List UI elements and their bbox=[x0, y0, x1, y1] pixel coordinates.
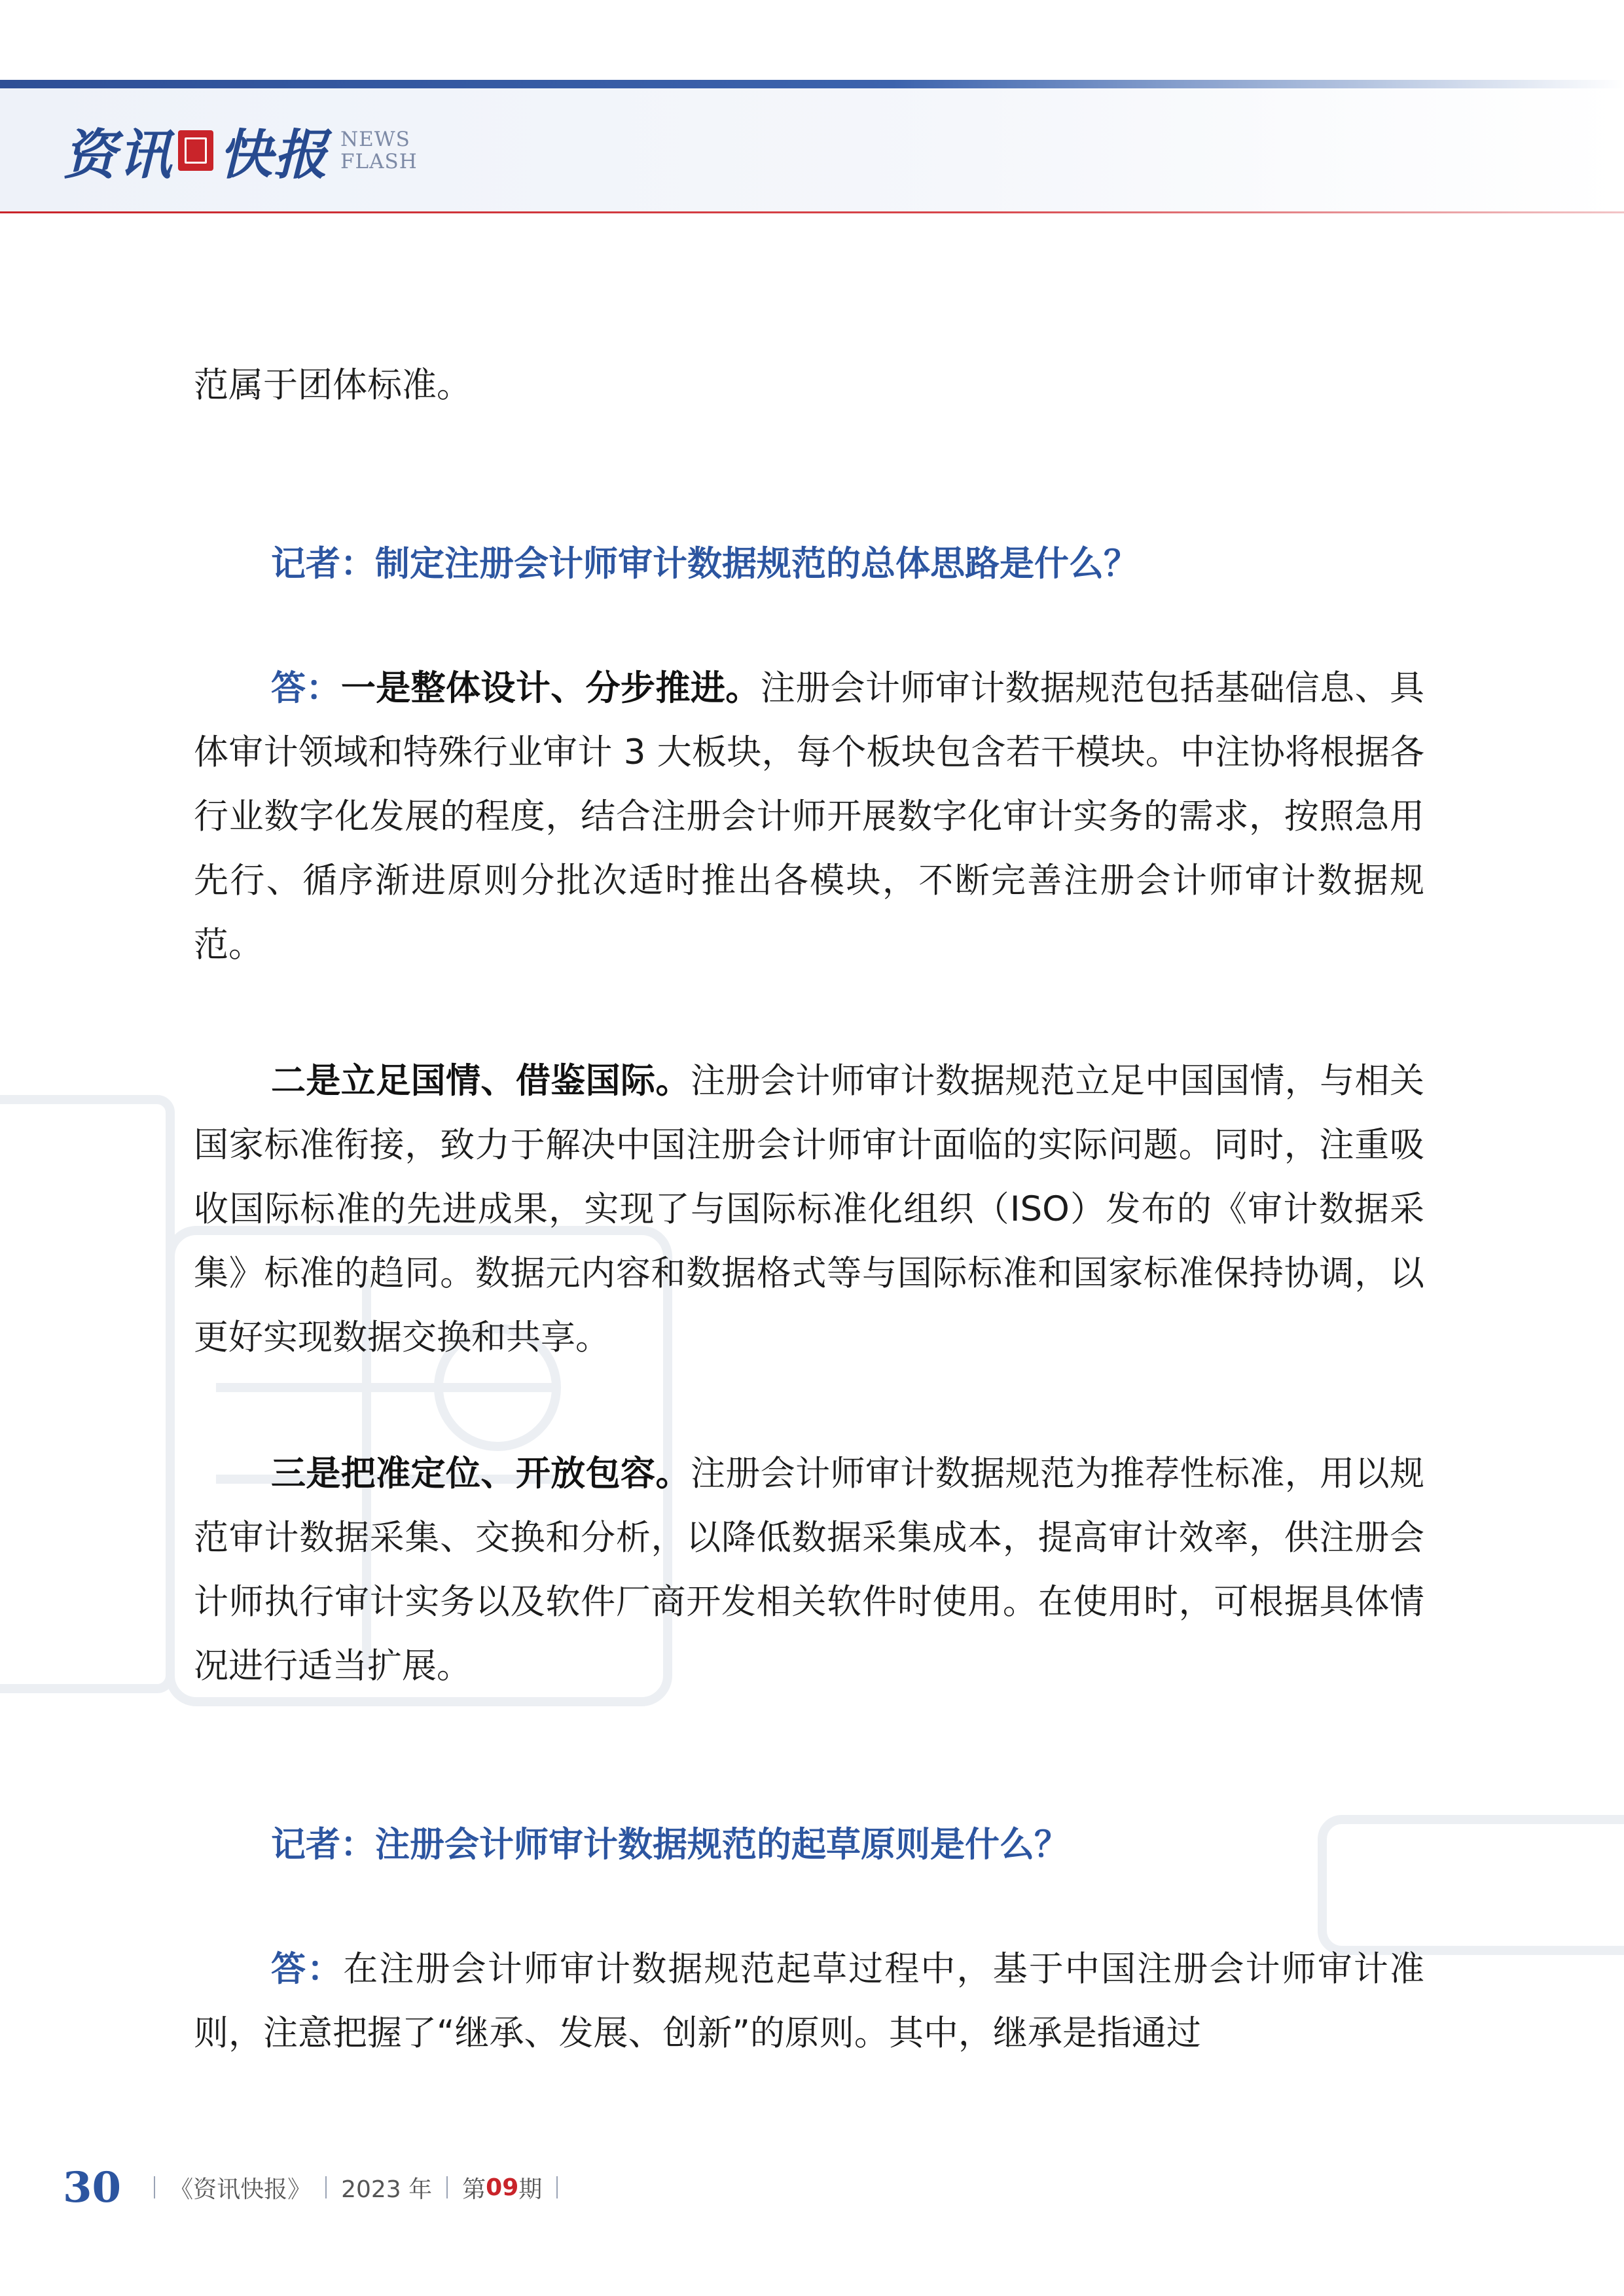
page-number: 30 bbox=[63, 2162, 122, 2212]
answer-4-text: 在注册会计师审计数据规范起草过程中，基于中国注册会计师审计准则，注意把握了“继承、发展、创新”的原则。其中，继承是指通过 bbox=[194, 1949, 1425, 2053]
logo-english bbox=[340, 128, 418, 173]
answer-1-heading: 一是整体设计、分步推进。 bbox=[340, 668, 761, 708]
question-1: 记者：制定注册会计师审计数据规范的总体思路是什么？ bbox=[271, 544, 1138, 584]
logo-en-line1: NEWS bbox=[340, 128, 410, 151]
publication-name: 《资讯快报》 bbox=[170, 2176, 312, 2203]
logo-text-right: 快报 bbox=[219, 123, 329, 187]
answer-1-text: 注册会计师审计数据规范包括基础信息、具体审计领域和特殊行业审计 3 大板块，每个板块包含若干模块。中注协将根据各行业数字化发展的程度，结合注册会计师开展数字化审计实务的需求，按照急用先行、循序渐进原则分批次适时推出各模块，不断完善注册会计师审计数据规范。 bbox=[194, 668, 1424, 965]
issue-prefix: 第 bbox=[462, 2176, 486, 2203]
answer-3 bbox=[194, 1442, 1424, 1698]
issue-suffix: 期 bbox=[518, 2176, 543, 2203]
answer-4 bbox=[194, 1937, 1424, 2066]
footer-divider bbox=[556, 2176, 558, 2198]
logo-text-left: 资讯 bbox=[63, 123, 173, 187]
answer-1 bbox=[194, 656, 1424, 977]
header-top-rule bbox=[0, 80, 1624, 88]
header-bottom-rule bbox=[0, 211, 1624, 213]
article-body bbox=[194, 353, 1424, 2066]
question-2: 记者：注册会计师审计数据规范的起草原则是什么？ bbox=[271, 1825, 1069, 1865]
magazine-logo bbox=[63, 111, 418, 190]
footer-divider bbox=[154, 2176, 155, 2198]
paragraph-continued: 范属于团体标准。 bbox=[194, 365, 471, 405]
logo-en-line2: FLASH bbox=[340, 150, 418, 173]
answer-3-text: 注册会计师审计数据规范为推荐性标准，用以规范审计数据采集、交换和分析，以降低数据采集成本，提高审计效率，供注册会计师执行审计实务以及软件厂商开发相关软件时使用。在使用时，可根据具体情况进行适当扩展。 bbox=[194, 1454, 1424, 1686]
answer-3-heading: 三是把准定位、开放包容。 bbox=[271, 1454, 691, 1494]
answer-label: 答： bbox=[271, 1949, 344, 1989]
answer-2-heading: 二是立足国情、借鉴国际。 bbox=[271, 1061, 691, 1101]
answer-label: 答： bbox=[271, 668, 341, 708]
page-footer bbox=[63, 2161, 572, 2214]
issue-number: 09 bbox=[486, 2174, 519, 2201]
logo-seal-icon bbox=[178, 130, 213, 171]
answer-2-text: 注册会计师审计数据规范立足中国国情，与相关国家标准衔接，致力于解决中国注册会计师审计面临的实际问题。同时，注重吸收国际标准的先进成果，实现了与国际标准化组织（ISO）发布的《审计数据采集》标准的趋同。数据元内容和数据格式等与国际标准和国家标准保持协调，以更好实现数据交换和共享。 bbox=[194, 1061, 1424, 1357]
answer-2 bbox=[194, 1049, 1424, 1370]
issue-year: 2023 年 bbox=[341, 2176, 433, 2203]
footer-divider bbox=[446, 2176, 448, 2198]
footer-divider bbox=[325, 2176, 327, 2198]
